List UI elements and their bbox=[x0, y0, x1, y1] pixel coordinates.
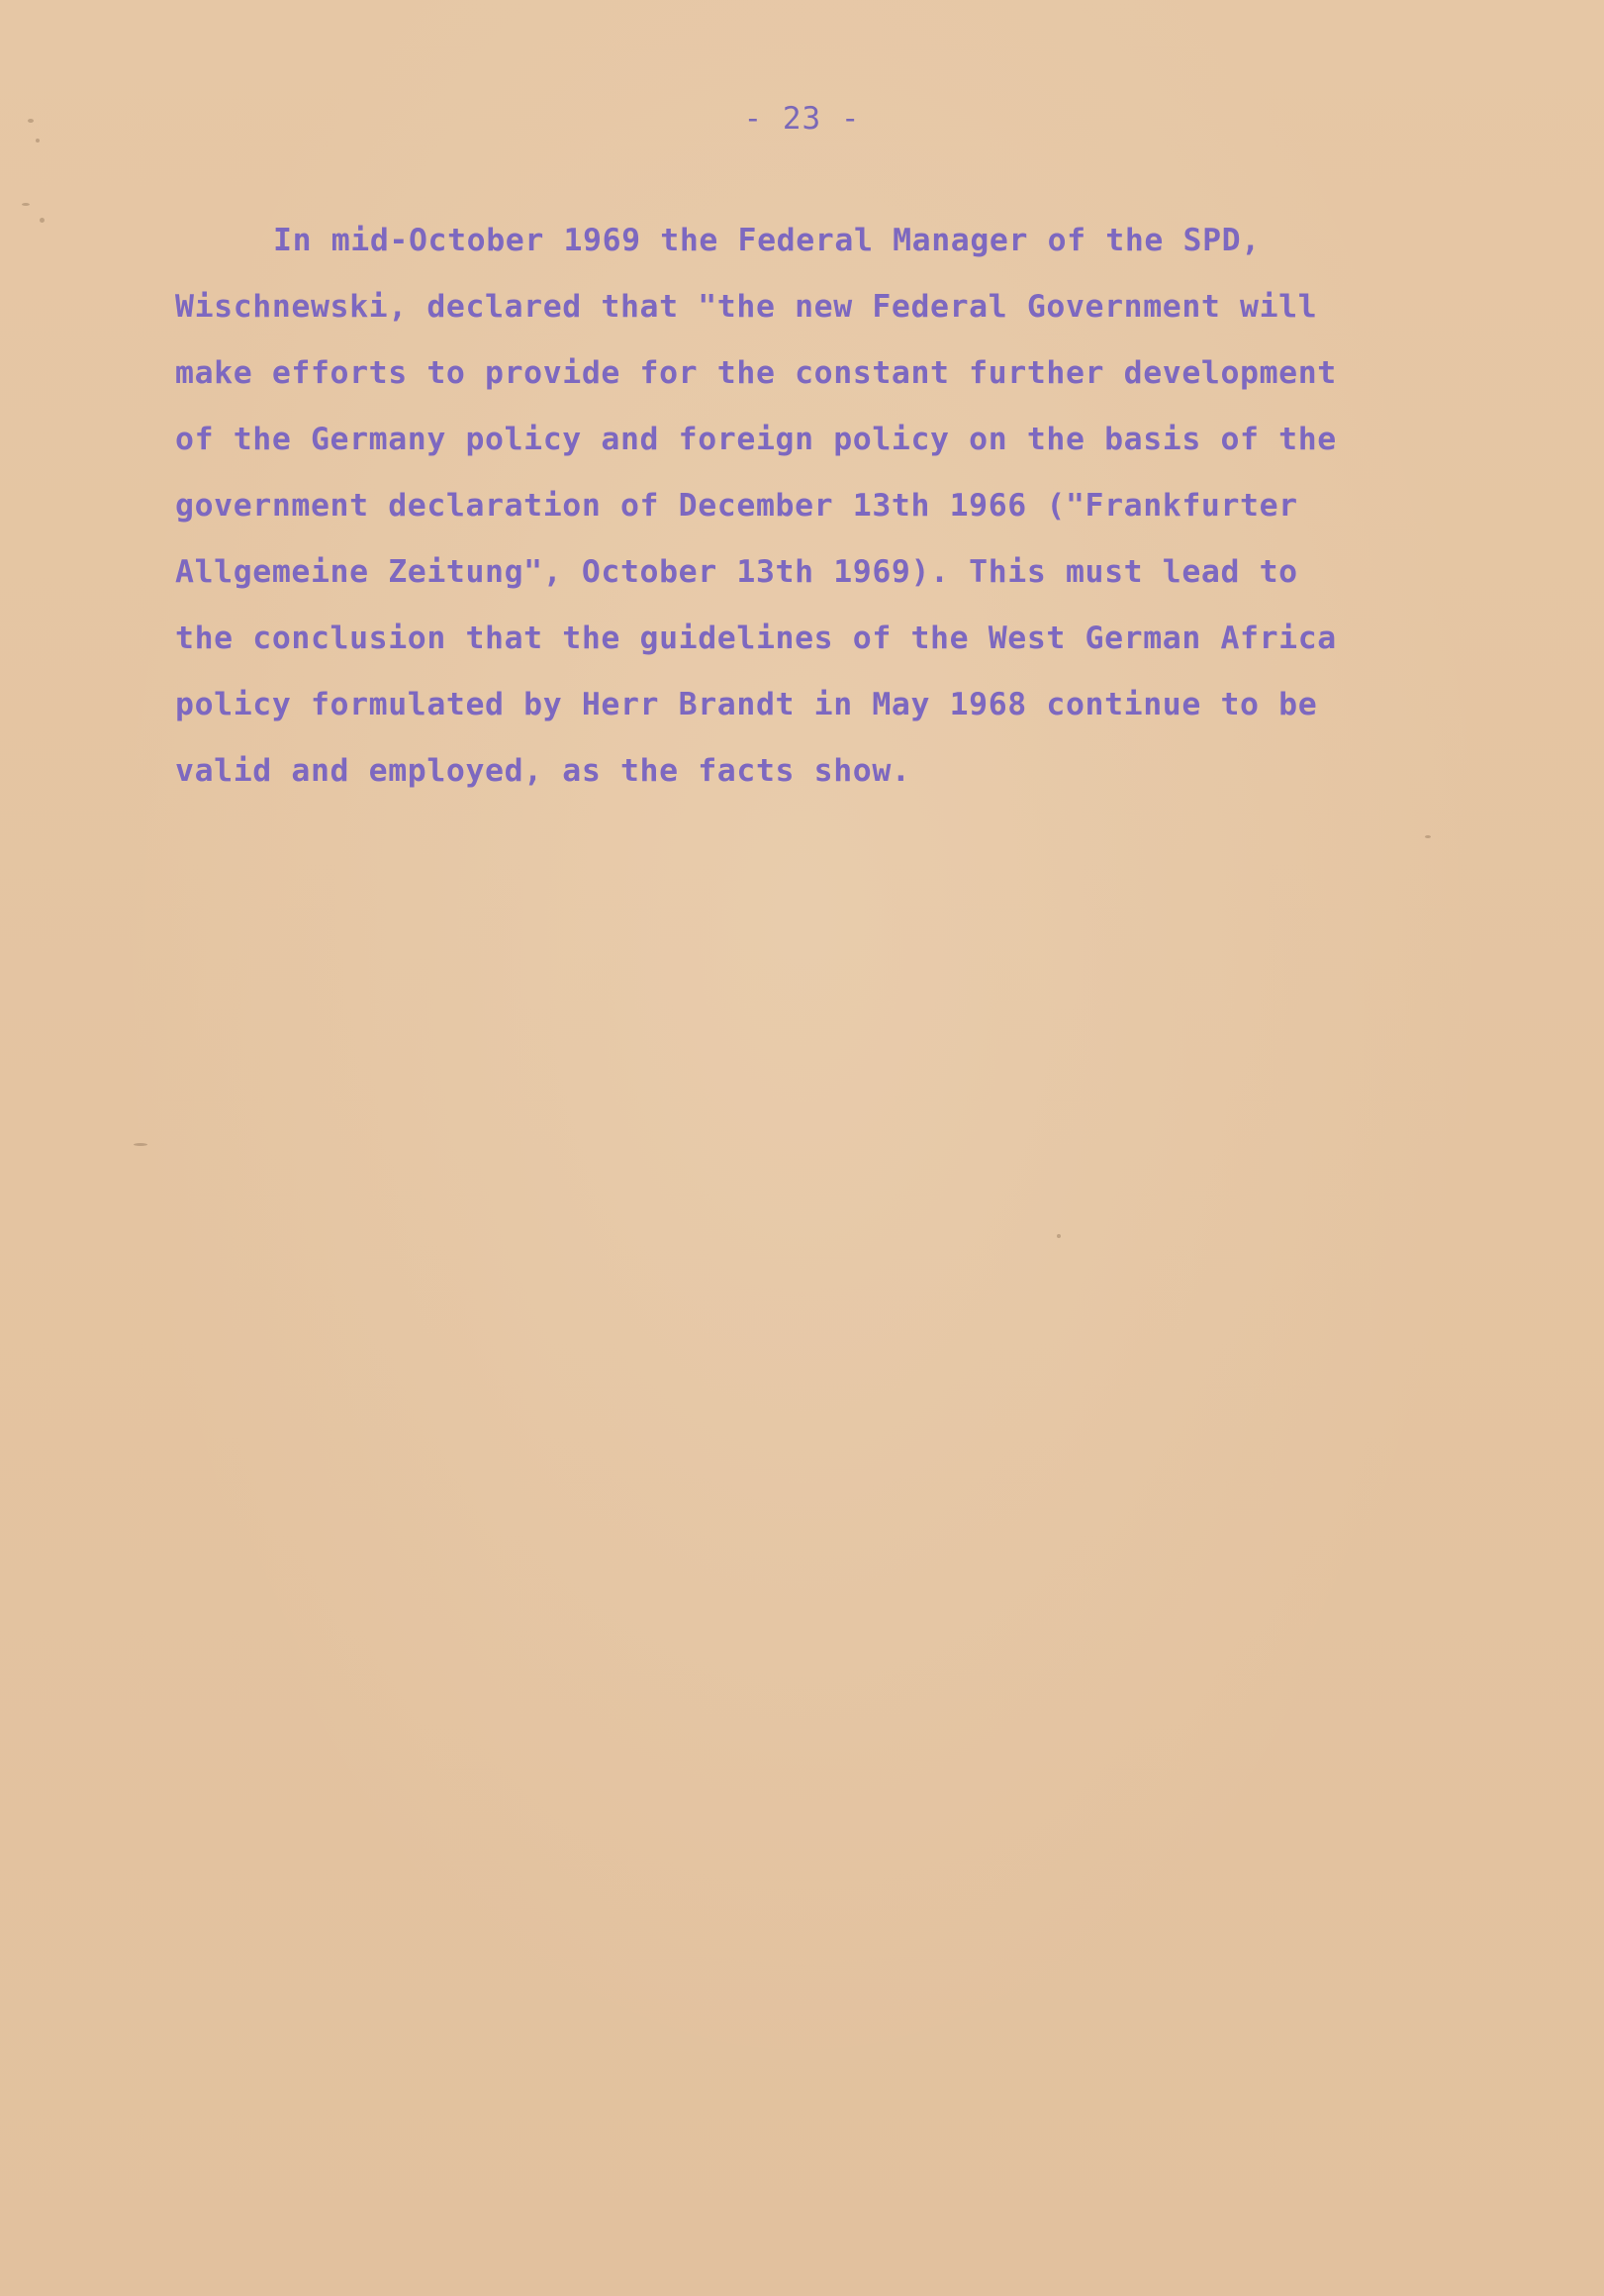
paper-speck bbox=[1425, 835, 1431, 838]
paragraph-line: of the Germany policy and foreign policy on the basis of the bbox=[175, 422, 1337, 457]
paper-speck bbox=[40, 218, 45, 223]
paragraph-line: policy formulated by Herr Brandt in May 1968 continue to be bbox=[175, 687, 1318, 722]
paragraph-line: valid and employed, as the facts show. bbox=[175, 753, 911, 789]
paragraph-line: Allgemeine Zeitung", October 13th 1969). This must lead to bbox=[175, 554, 1298, 590]
paper-speck bbox=[36, 139, 40, 143]
paragraph-line: make efforts to provide for the constant further development bbox=[175, 355, 1337, 391]
paragraph-line: government declaration of December 13th 1966 ("Frankfurter bbox=[175, 488, 1298, 524]
paper-speck bbox=[1057, 1234, 1061, 1238]
paragraph-line: In mid-October 1969 the Federal Manager of the SPD, bbox=[273, 223, 1261, 258]
body-paragraph bbox=[175, 208, 1462, 805]
paragraph-line: the conclusion that the guidelines of the West German Africa bbox=[175, 621, 1337, 656]
page-number: - 23 - bbox=[743, 101, 861, 137]
paper-speck bbox=[22, 203, 30, 206]
paragraph-line: Wischnewski, declared that "the new Federal Government will bbox=[175, 289, 1318, 325]
paper-speck bbox=[134, 1143, 147, 1146]
